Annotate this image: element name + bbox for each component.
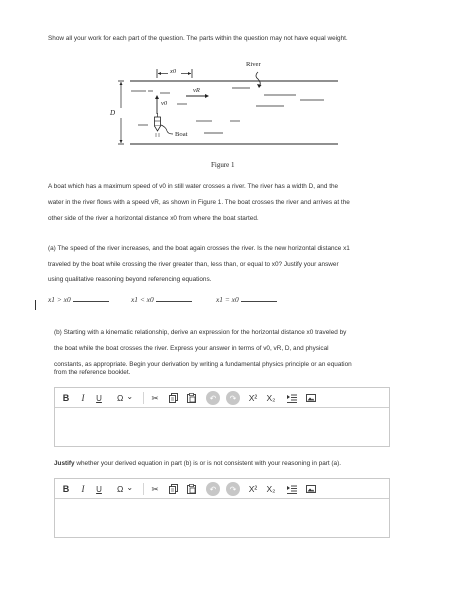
chevron-down-icon: ⌄ [126, 482, 134, 492]
instructions-text: Show all your work for each part of the question. The parts within the question may not have equal weight. [48, 35, 348, 42]
figure-caption: Figure 1 [211, 161, 235, 169]
boat-label: Boat [175, 131, 188, 138]
toolbar-separator [143, 392, 144, 404]
redo-button[interactable] [225, 388, 241, 408]
special-characters-button[interactable] [111, 388, 139, 408]
part-b-line-2: the boat while the boat crosses the river. Express your answer in terms of v0, vR, D, and physical [54, 345, 329, 352]
boat-pointer [161, 125, 173, 134]
cut-button[interactable] [148, 479, 162, 499]
editor-toolbar [55, 388, 389, 408]
part-c-text [54, 456, 341, 472]
subscript-button[interactable]: X₂ [266, 393, 276, 403]
image-button[interactable] [304, 479, 318, 499]
cut-icon: ✂ [151, 392, 159, 403]
image-icon [306, 485, 316, 493]
vr-label: vR [193, 87, 200, 94]
answer-editor-b-body[interactable] [55, 408, 389, 446]
toolbar-separator [143, 483, 144, 495]
x0-arrowhead-left [158, 72, 161, 75]
paste-button[interactable] [184, 479, 198, 499]
part-c-bold-verb: Justify [54, 460, 75, 467]
river-label: River [246, 61, 261, 68]
answer-editor-b [54, 387, 390, 447]
x0-label: x0 [170, 68, 177, 75]
v0-arrowhead [155, 95, 159, 99]
redo-button[interactable] [225, 479, 241, 499]
indent-button[interactable] [285, 479, 299, 499]
image-button[interactable] [304, 388, 318, 408]
choice-greater[interactable] [48, 295, 109, 304]
text-cursor [35, 300, 36, 310]
superscript-button[interactable]: X² [248, 484, 258, 494]
part-a-line-1: (a) The speed of the river increases, and the boat again crosses the river. Is the new horizontal distance x1 [48, 245, 350, 252]
part-b-line-4: from the reference booklet. [54, 369, 131, 376]
boat-icon [155, 113, 161, 137]
undo-icon: ↶ [206, 391, 220, 405]
italic-button[interactable]: I [81, 393, 85, 403]
superscript-button[interactable]: X² [248, 393, 258, 403]
choice-equal-blank [241, 296, 277, 302]
choice-equal-label: x1 = x0 [216, 295, 239, 304]
bold-button[interactable]: B [62, 484, 70, 494]
answer-editor-c [54, 478, 390, 538]
special-characters-button[interactable] [111, 479, 139, 499]
intro-line-1: A boat which has a maximum speed of v0 in still water crosses a river. The river has a width D, and the [48, 183, 339, 190]
redo-icon: ↷ [226, 482, 240, 496]
answer-editor-c-body[interactable] [55, 499, 389, 537]
underline-button[interactable]: U [96, 393, 102, 403]
copy-icon [169, 393, 178, 403]
d-arrowhead-bottom [120, 140, 123, 143]
x0-arrowhead-right [188, 72, 191, 75]
italic-button[interactable]: I [81, 484, 85, 494]
part-a-line-3: using qualitative reasoning beyond referencing equations. [48, 276, 212, 283]
part-b-line-1: (b) Starting with a kinematic relationship, derive an expression for the horizontal distance x0 traveled by [54, 329, 347, 336]
indent-button[interactable] [285, 388, 299, 408]
undo-button[interactable] [205, 479, 221, 499]
d-arrowhead-top [120, 82, 123, 85]
undo-icon: ↶ [206, 482, 220, 496]
omega-icon: Ω [116, 484, 124, 494]
cut-button[interactable] [148, 388, 162, 408]
editor-toolbar [55, 479, 389, 499]
choice-greater-label: x1 > x0 [48, 295, 71, 304]
cut-icon: ✂ [151, 483, 159, 494]
omega-icon: Ω [116, 393, 124, 403]
paste-icon [187, 393, 196, 403]
chevron-down-icon: ⌄ [126, 391, 134, 401]
choice-less-blank [156, 296, 192, 302]
choice-less-label: x1 < x0 [131, 295, 154, 304]
d-label: D [110, 109, 116, 117]
intro-line-2: water in the river flows with a speed vR, as shown in Figure 1. The boat crosses the river and arrives at the [48, 199, 350, 206]
choice-greater-blank [73, 296, 109, 302]
image-icon [306, 394, 316, 402]
paste-icon [187, 484, 196, 494]
part-a-line-2: traveled by the boat while crossing the river greater than, less than, or equal to x0? Justify your answer [48, 261, 339, 268]
undo-button[interactable] [205, 388, 221, 408]
part-b-line-3: constants, as appropriate. Begin your derivation by writing a fundamental physics principle or an equation [54, 361, 352, 368]
redo-icon: ↷ [226, 391, 240, 405]
v0-label: v0 [161, 100, 168, 107]
paste-button[interactable] [184, 388, 198, 408]
subscript-button[interactable]: X₂ [266, 484, 276, 494]
copy-icon [169, 484, 178, 494]
choice-less[interactable] [131, 295, 192, 304]
indent-icon [287, 394, 297, 403]
indent-icon [287, 485, 297, 494]
vr-arrowhead [205, 94, 209, 98]
copy-button[interactable] [166, 479, 180, 499]
part-c-rest: whether your derived equation in part (b) is or is not consistent with your reasoning in part (a). [74, 460, 342, 467]
river-pointer-tip [257, 84, 262, 88]
underline-button[interactable]: U [96, 484, 102, 494]
copy-button[interactable] [166, 388, 180, 408]
bold-button[interactable]: B [62, 393, 70, 403]
intro-line-3: other side of the river a horizontal distance x0 from where the boat started. [48, 215, 259, 222]
choice-equal[interactable] [216, 295, 277, 304]
